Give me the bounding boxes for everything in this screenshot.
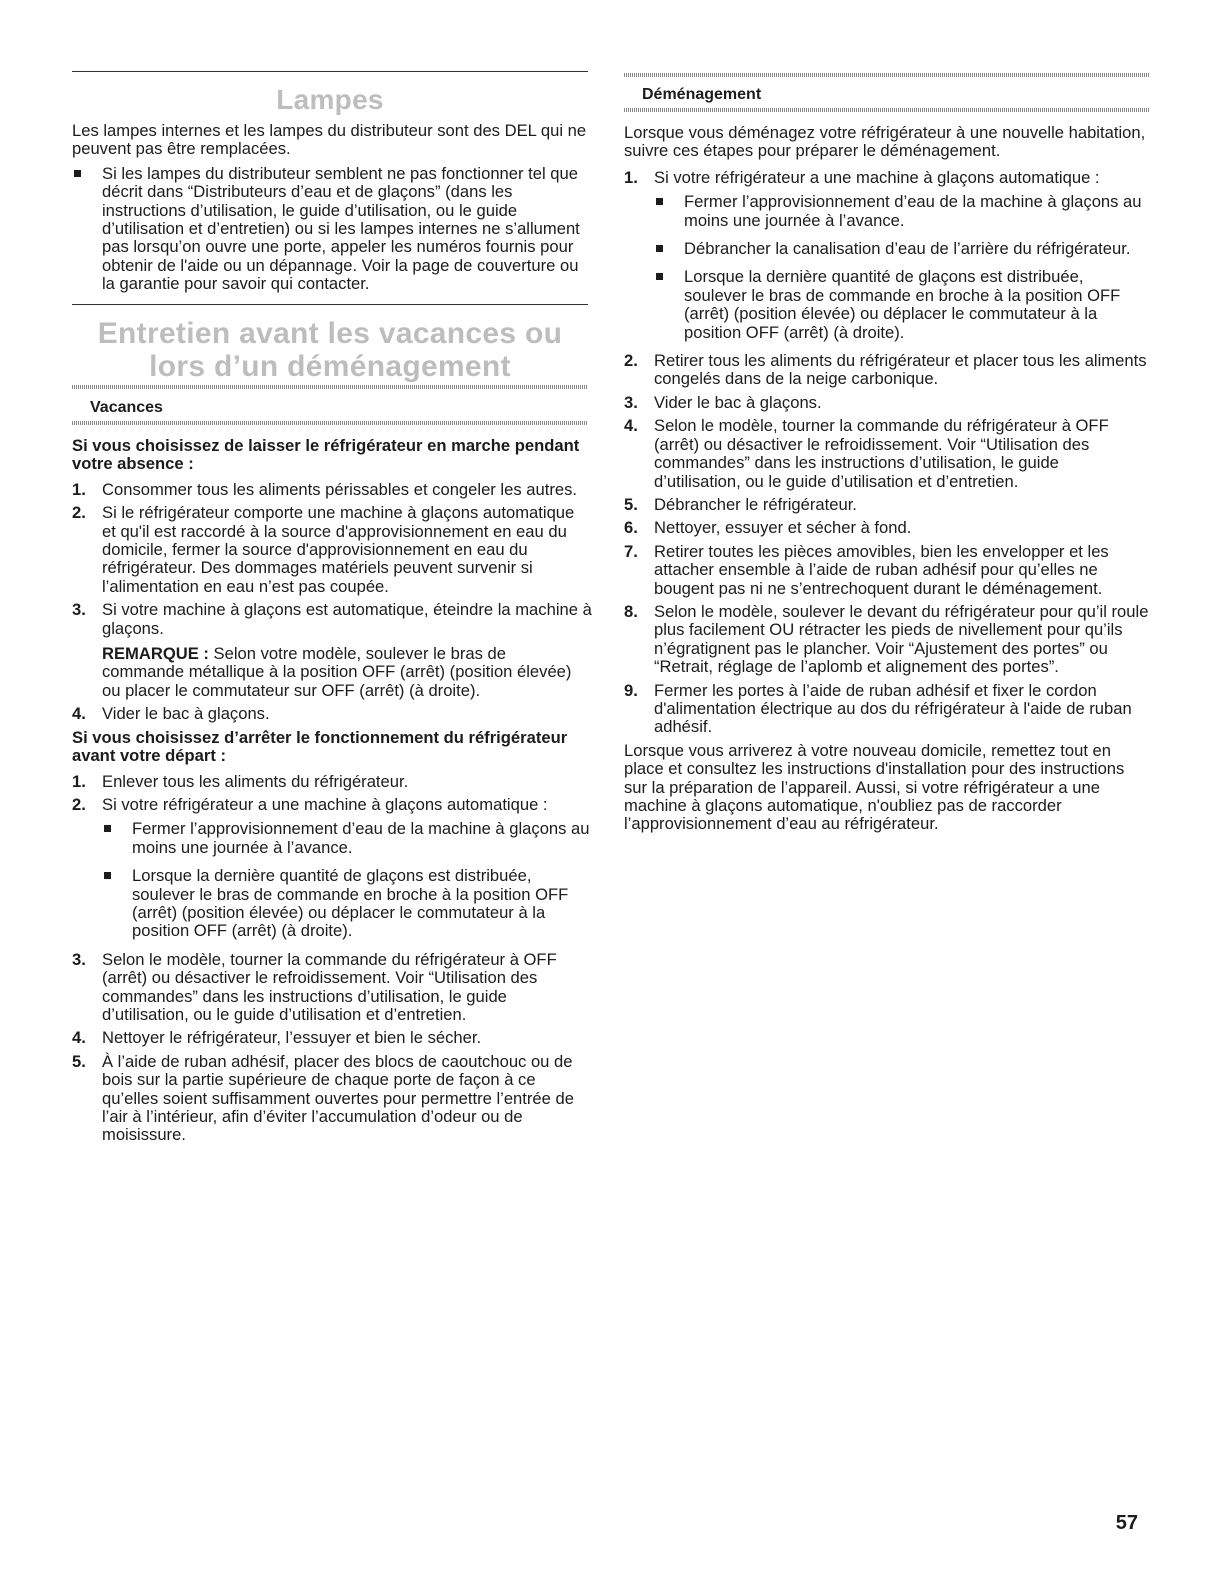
list-item [72, 1053, 592, 1145]
list-number: 1. [72, 479, 86, 499]
list-item-text: Selon le modèle, soulever le devant du réfrigérateur pour qu’il roule plus facilement OU rétracter les pieds de nivellement pour qu’ils n’égratignent pas le plancher. Voir “Ajustement des portes” ou “Retrait, réglage de l’aplomb et alignement des portes”. [654, 601, 1149, 677]
list-item [624, 543, 1149, 598]
vacances-section [72, 437, 592, 1150]
lampes-intro: Les lampes internes et les lampes du distributeur sont des DEL qui ne peuvent pas être remplacées. [72, 121, 587, 159]
list-item [624, 394, 1149, 412]
sub-bullet-text: Débrancher la canalisation d’eau de l’arrière du réfrigérateur. [684, 239, 1131, 259]
sub-bullet-text: Fermer l’approvisionnement d’eau de la machine à glaçons au moins une journée à l’avance. [132, 819, 590, 857]
sub-bullets [102, 820, 592, 940]
demenagement-bottom-rule [624, 108, 1149, 112]
sub-bullets [654, 193, 1149, 342]
sub-bullet [654, 268, 1149, 342]
sub-bullet-text: Fermer l’approvisionnement d’eau de la machine à glaçons au moins une journée à l’avance. [684, 192, 1142, 230]
sub-bullet [102, 820, 592, 857]
list-item [72, 705, 592, 723]
demenagement-section [624, 124, 1149, 834]
demenagement-heading: Déménagement [642, 86, 762, 103]
list-item-text: Si le réfrigérateur comporte une machine à glaçons automatique et qu'il est raccordé à la source d'approvisionnement en eau du domicile, fermer la source d'approvisionnement en eau du réfrigérateur. Des dommages matériels peuvent survenir si l’alimentation en eau n’est pas coupée. [102, 503, 575, 596]
list-item [72, 1029, 592, 1047]
list-number: 3. [72, 600, 86, 620]
lampes-top-rule [72, 71, 588, 72]
entretien-top-rule [72, 304, 588, 305]
list-item-text: Débrancher le réfrigérateur. [654, 494, 857, 514]
remark-label: REMARQUE : [102, 644, 209, 664]
list-number: 2. [624, 351, 638, 371]
demenagement-intro: Lorsque vous déménagez votre réfrigérateur à une nouvelle habitation, suivre ces étapes pour préparer le déménagement. [624, 123, 1146, 161]
vacances-bottom-rule [72, 421, 588, 425]
list-number: 5. [72, 1051, 86, 1071]
list-item [72, 796, 592, 941]
list-item-text: Vider le bac à glaçons. [654, 392, 822, 412]
demenagement-list [624, 169, 1149, 737]
lampes-bullets [72, 165, 592, 294]
list-item [624, 603, 1149, 677]
bullet-square-icon [104, 872, 111, 879]
vacances-heading: Vacances [90, 399, 163, 416]
remark-text: Selon votre modèle, soulever le bras de commande métallique à la position OFF (arrêt) (position élevée) ou placer le commutateur sur OFF (arrêt) (à droite). [102, 644, 572, 700]
lampes-bullet-text: Si les lampes du distributeur semblent ne pas fonctionner tel que décrit dans “Distributeurs d’eau et de glaçons” (dans les instructions d’utilisation, le guide d’utilisation, ou le guide d’utilisation et d’entretien) ou si les lampes internes ne s’allument pas lorsqu’on ouvre une porte, appeler les numéros fournis pour obtenir de l'aide ou un dépannage. Voir la page de couverture ou la garantie pour savoir qui contacter. [102, 163, 580, 294]
sub-bullet-text: Lorsque la dernière quantité de glaçons est distribuée, soulever le bras de commande en broche à la position OFF (arrêt) (position élevée) ou déplacer le commutateur à la position OFF (arrêt) (à droite). [132, 866, 569, 941]
sub-bullet [654, 240, 1149, 258]
list-item [72, 951, 592, 1025]
bullet-square-icon [104, 825, 111, 832]
lampes-bullet [72, 165, 592, 294]
list-item-text: Selon le modèle, tourner la commande du réfrigérateur à OFF (arrêt) ou désactiver le refroidissement. Voir “Utilisation des commandes” dans les instructions d’utilisation, le guide d’utilisation, ou le guide d’utilisation et d’entretien. [102, 949, 557, 1024]
list-number: 3. [624, 392, 638, 412]
list-number: 4. [72, 704, 86, 724]
vacances-top-rule [72, 385, 588, 389]
list-item [72, 773, 592, 791]
list-item [72, 481, 592, 499]
list-number: 3. [72, 949, 86, 969]
list-number: 8. [624, 601, 638, 621]
list-number: 4. [72, 1028, 86, 1048]
list-item [72, 504, 592, 596]
list-item-text: Enlever tous les aliments du réfrigérateur. [102, 771, 409, 791]
list-number: 2. [72, 794, 86, 814]
list-item-text: Vider le bac à glaçons. [102, 704, 270, 724]
sub-bullet [654, 193, 1149, 230]
demenagement-closing: Lorsque vous arriverez à votre nouveau domicile, remettez tout en place et consultez les instructions d'installation pour des instructions sur la préparation de l’appareil. Aussi, si votre réfrigérateur a une machine à glaçons automatique, n'oubliez pas de raccorder l’approvisionnement d’eau au réfrigérateur. [624, 740, 1125, 834]
list-item-text: Retirer tous les aliments du réfrigérateur et placer tous les aliments congelés dans de la neige carbonique. [654, 351, 1147, 389]
list-item-text: Si votre réfrigérateur a une machine à glaçons automatique : [654, 167, 1100, 187]
list-number: 2. [72, 503, 86, 523]
list-item-text: Fermer les portes à l’aide de ruban adhésif et fixer le cordon d'alimentation électrique au dos du réfrigérateur à l'aide de ruban adhésif. [654, 680, 1132, 737]
entretien-title-line2: lors d’un déménagement [149, 350, 511, 383]
bullet-square-icon [656, 273, 663, 280]
list-item [72, 601, 592, 700]
demenagement-top-rule [624, 73, 1149, 77]
list-number: 6. [624, 518, 638, 538]
list-item [624, 417, 1149, 491]
list-item [624, 496, 1149, 514]
lampes-title: Lampes [276, 84, 384, 115]
list-item-text: Si votre réfrigérateur a une machine à glaçons automatique : [102, 794, 548, 814]
list-item [624, 169, 1149, 342]
list-number: 7. [624, 541, 638, 561]
list-item-text: Retirer toutes les pièces amovibles, bien les envelopper et les attacher ensemble à l’aide de ruban adhésif pour qu’elles ne bougent pas ni ne s’entrechoquent durant le déménagement. [654, 541, 1109, 598]
list-number: 5. [624, 494, 638, 514]
lampes-section [72, 122, 592, 304]
list-number: 4. [624, 416, 638, 436]
vacances-subhead-2: Si vous choisissez d’arrêter le fonctionnement du réfrigérateur avant votre départ : [72, 727, 568, 766]
list-item [624, 352, 1149, 389]
list-item-text: Si votre machine à glaçons est automatique, éteindre la machine à glaçons. [102, 600, 592, 638]
list-item [624, 682, 1149, 737]
vacances-list-1 [72, 481, 592, 724]
sub-bullet-text: Lorsque la dernière quantité de glaçons est distribuée, soulever le bras de commande en broche à la position OFF (arrêt) (position élevée) ou déplacer le commutateur à la position OFF (arrêt) (à droite). [684, 267, 1121, 342]
entretien-title [72, 317, 588, 383]
list-item-text: Nettoyer le réfrigérateur, l’essuyer et bien le sécher. [102, 1028, 482, 1048]
list-number: 1. [624, 167, 638, 187]
list-item [624, 519, 1149, 537]
sub-bullet [102, 867, 592, 941]
bullet-square-icon [656, 198, 663, 205]
vacances-subhead-1: Si vous choisissez de laisser le réfrigérateur en marche pendant votre absence : [72, 436, 580, 474]
entretien-title-line1: Entretien avant les vacances ou [97, 317, 563, 350]
list-item-text: Selon le modèle, tourner la commande du réfrigérateur à OFF (arrêt) ou désactiver le refroidissement. Voir “Utilisation des commandes” dans les instructions d’utilisation, le guide d’utilisation, ou le guide d’utilisation et d’entretien. [654, 416, 1109, 491]
list-item-text: Nettoyer, essuyer et sécher à fond. [654, 518, 912, 538]
page-number: 57 [1115, 1512, 1138, 1534]
remark [102, 645, 592, 700]
list-item-text: À l’aide de ruban adhésif, placer des blocs de caoutchouc ou de bois sur la partie supérieure de chaque porte de façon à ce qu’elles soient suffisamment ouvertes pour permettre l’entrée de l’air à l’intérieur, afin d’éviter l’accumulation d’odeur ou de moisissure. [102, 1051, 574, 1145]
list-number: 9. [624, 680, 638, 700]
bullet-square-icon [74, 170, 81, 177]
vacances-list-2 [72, 773, 592, 1145]
bullet-square-icon [656, 245, 663, 252]
list-item-text: Consommer tous les aliments périssables et congeler les autres. [102, 479, 577, 499]
list-number: 1. [72, 771, 86, 791]
